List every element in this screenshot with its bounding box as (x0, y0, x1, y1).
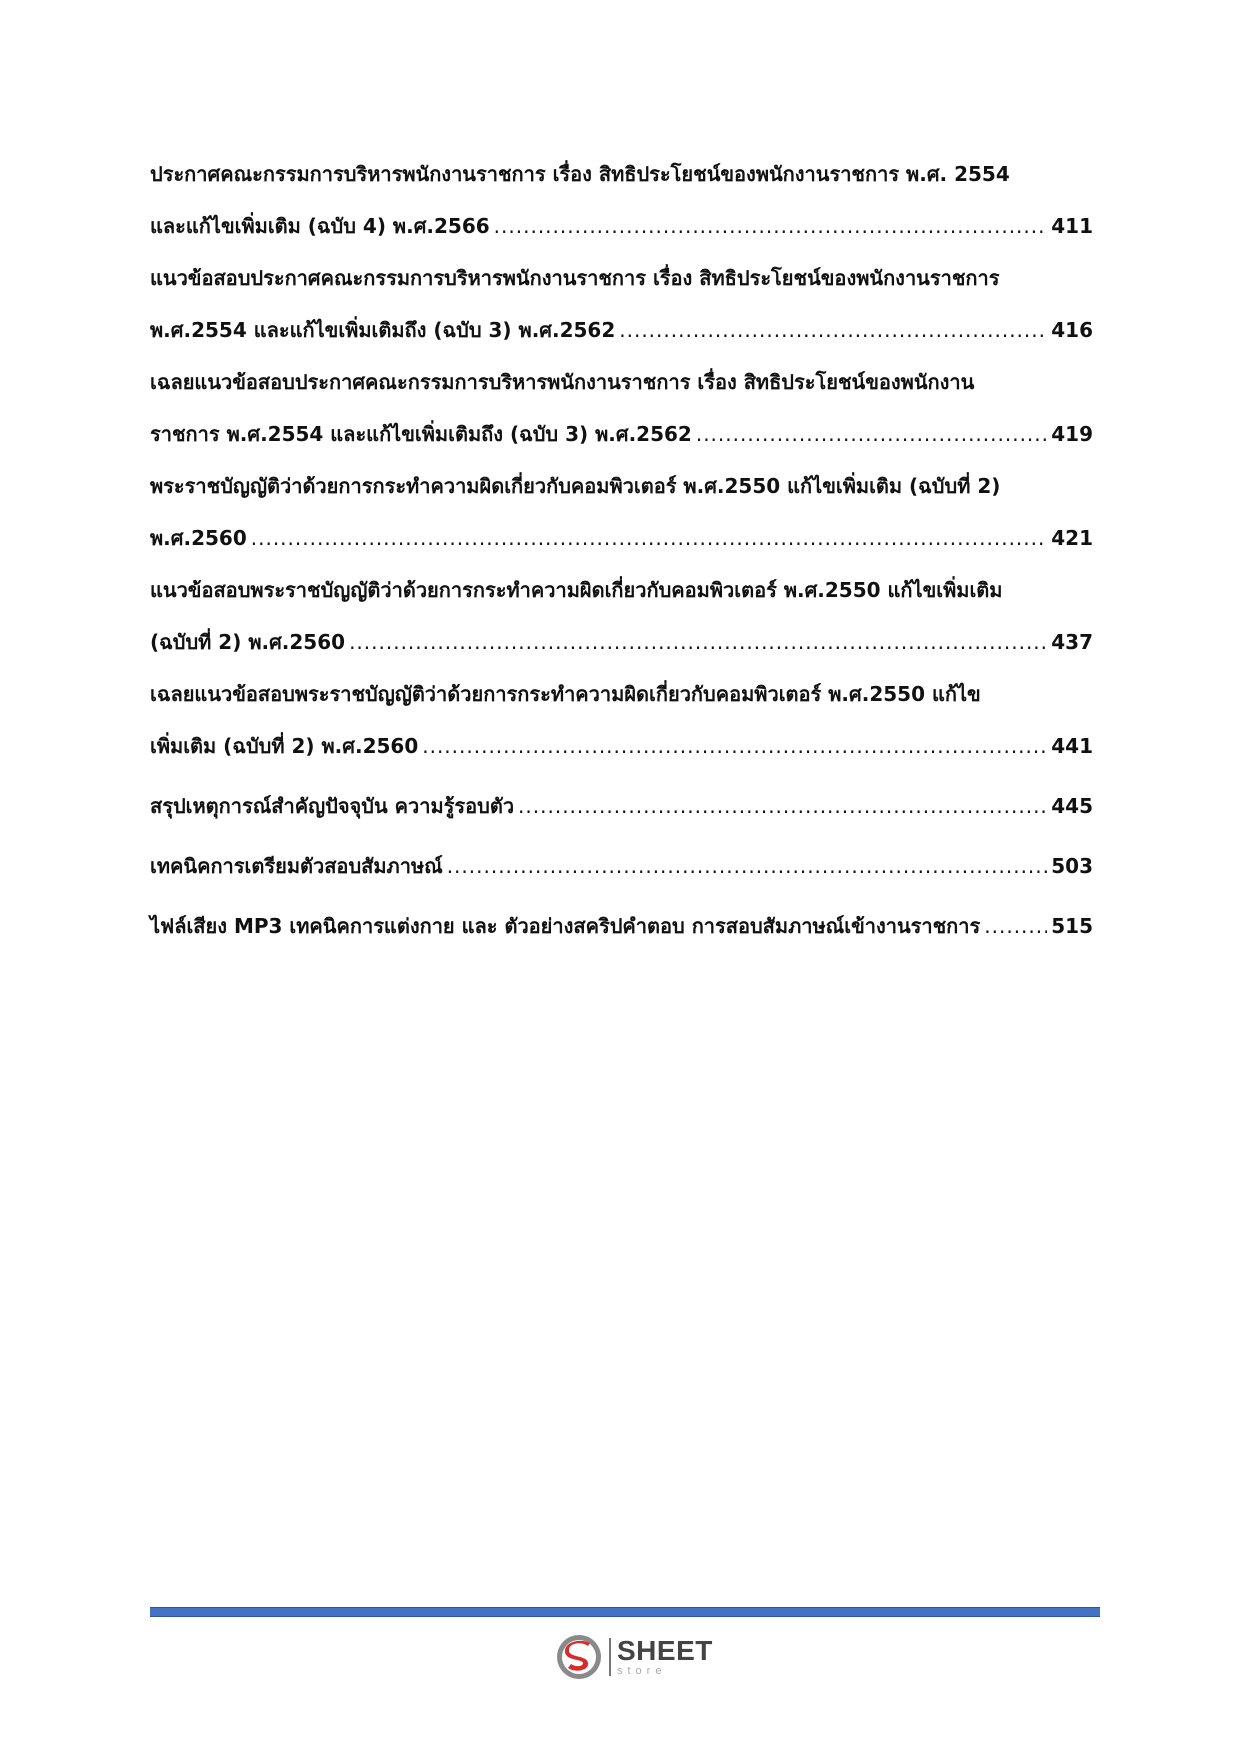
toc-entry-title: เฉลยแนวข้อสอบพระราชบัญญัติว่าด้วยการกระทำความผิดเกี่ยวกับคอมพิวเตอร์ พ.ศ.2550 แก้ไข (150, 682, 981, 706)
toc-page-number: 441 (1051, 734, 1093, 758)
dot-leader (251, 512, 1048, 564)
footer-divider (150, 1607, 1100, 1617)
toc-entry-title: เฉลยแนวข้อสอบประกาศคณะกรรมการบริหารพนักงานราชการ เรื่อง สิทธิประโยชน์ของพนักงาน (150, 370, 975, 394)
toc-page-number: 419 (1051, 422, 1093, 446)
toc-page-number: 416 (1051, 318, 1093, 342)
dot-leader (696, 408, 1047, 460)
toc-entry-title-cont: ราชการ พ.ศ.2554 และแก้ไขเพิ่มเติมถึง (ฉบับ 3) พ.ศ.2562 (150, 422, 692, 446)
logo-subtitle: store (617, 1665, 667, 1677)
dot-leader (447, 840, 1048, 892)
dot-leader (518, 780, 1047, 832)
dot-leader (422, 720, 1047, 772)
toc-entry[interactable] (150, 148, 1093, 252)
toc-page-number: 437 (1051, 630, 1093, 654)
toc-entry-title: แนวข้อสอบประกาศคณะกรรมการบริหารพนักงานราชการ เรื่อง สิทธิประโยชน์ของพนักงานราชการ (150, 266, 1000, 290)
dot-leader (619, 304, 1047, 356)
toc-entry[interactable] (150, 840, 1093, 892)
toc-entry-title: สรุปเหตุการณ์สำคัญปัจจุบัน ความรู้รอบตัว (150, 794, 515, 818)
toc-page-number: 515 (1051, 914, 1093, 938)
toc-entry-title-cont: เพิ่มเติม (ฉบับที่ 2) พ.ศ.2560 (150, 734, 419, 758)
toc-entry-title-cont: (ฉบับที่ 2) พ.ศ.2560 (150, 630, 346, 654)
toc-entry[interactable] (150, 564, 1093, 668)
toc-entry-title-cont: พ.ศ.2560 (150, 526, 247, 550)
sheet-store-logo (555, 1630, 713, 1684)
table-of-contents (150, 148, 1093, 952)
logo-separator (609, 1638, 611, 1676)
toc-entry-title-cont: พ.ศ.2554 และแก้ไขเพิ่มเติมถึง (ฉบับ 3) พ.ศ.2562 (150, 318, 616, 342)
toc-entry-title: แนวข้อสอบพระราชบัญญัติว่าด้วยการกระทำความผิดเกี่ยวกับคอมพิวเตอร์ พ.ศ.2550 แก้ไขเพิ่มเติม (150, 578, 1003, 602)
toc-entry-title: เทคนิคการเตรียมตัวสอบสัมภาษณ์ (150, 854, 443, 878)
toc-page-number: 411 (1051, 214, 1093, 238)
dot-leader (494, 200, 1048, 252)
toc-entry[interactable] (150, 900, 1093, 952)
sheet-store-logo-icon (555, 1633, 603, 1681)
logo-wordmark: SHEET (617, 1635, 713, 1666)
toc-entry-title: ไฟล์เสียง MP3 เทคนิคการแต่งกาย และ ตัวอย่างสคริปคำตอบ การสอบสัมภาษณ์เข้างานราชการ (150, 914, 981, 938)
toc-entry[interactable] (150, 356, 1093, 460)
toc-page-number: 445 (1051, 794, 1093, 818)
toc-entry[interactable] (150, 460, 1093, 564)
toc-entry[interactable] (150, 252, 1093, 356)
toc-entry[interactable] (150, 780, 1093, 832)
toc-entry[interactable] (150, 668, 1093, 772)
dot-leader (984, 900, 1047, 952)
toc-entry-title: ประกาศคณะกรรมการบริหารพนักงานราชการ เรื่อง สิทธิประโยชน์ของพนักงานราชการ พ.ศ. 2554 (150, 162, 1010, 186)
dot-leader (349, 616, 1047, 668)
toc-entry-title-cont: และแก้ไขเพิ่มเติม (ฉบับ 4) พ.ศ.2566 (150, 214, 490, 238)
toc-page-number: 503 (1051, 854, 1093, 878)
toc-entry-title: พระราชบัญญัติว่าด้วยการกระทำความผิดเกี่ยวกับคอมพิวเตอร์ พ.ศ.2550 แก้ไขเพิ่มเติม (ฉบับที่ 2) (150, 474, 1001, 498)
toc-page-number: 421 (1051, 526, 1093, 550)
